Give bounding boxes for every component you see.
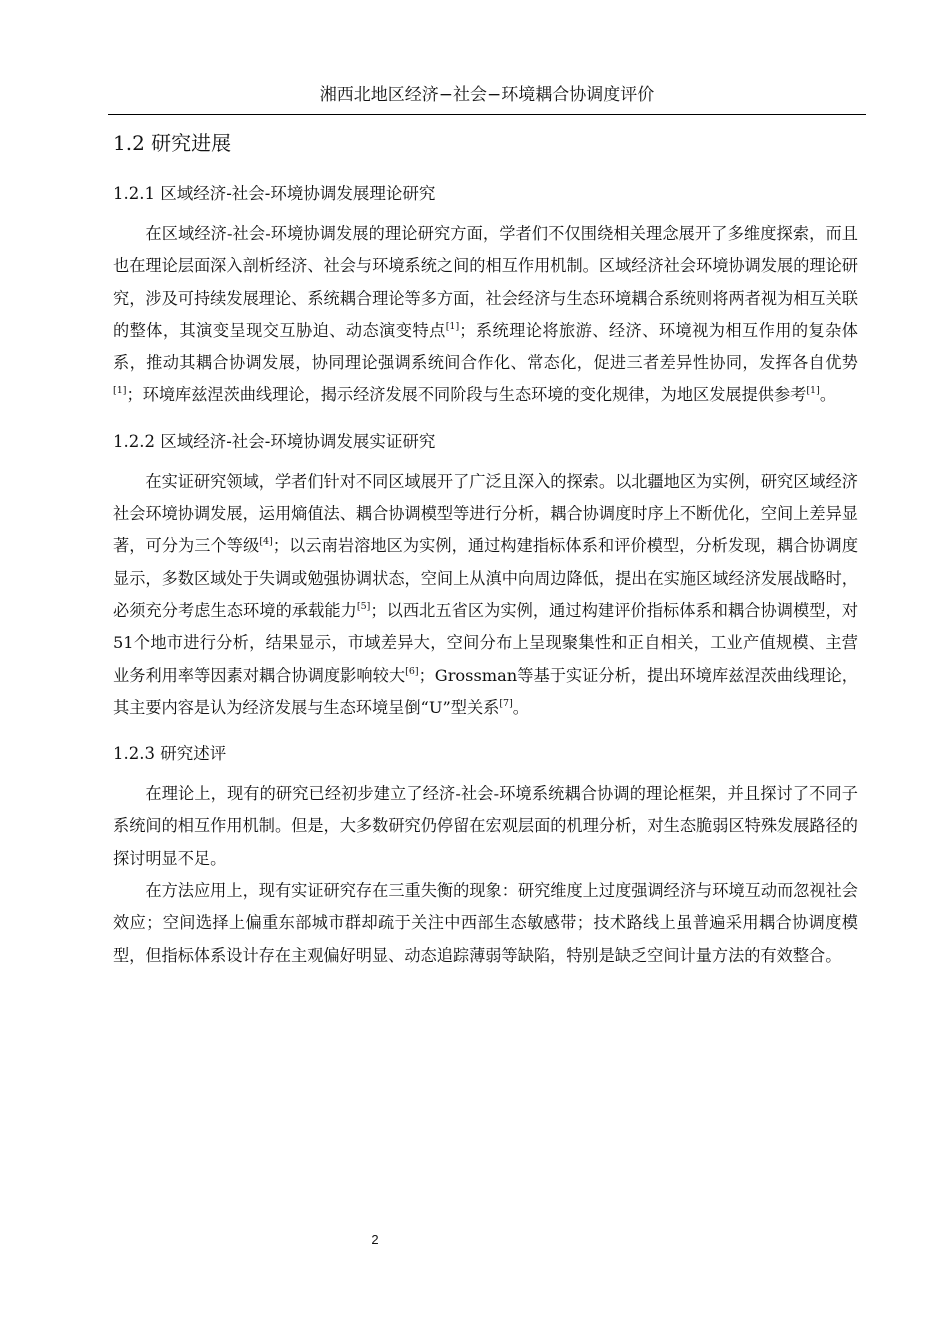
citation-marker[interactable]: [7] — [499, 698, 513, 710]
running-header: 湘西北地区经济−社会−环境耦合协调度评价 — [319, 85, 655, 105]
page-body — [113, 126, 858, 972]
paragraph-text: ；系统理论将旅游、经济、环境视为相互作用的复杂体系，推动其耦合协调发展，协同理论强调系统间合作化、常态化，促进三者差异性协同，发挥各自优势 — [113, 320, 858, 373]
paragraph-theory — [113, 218, 858, 412]
paragraph-text: ；环境库兹涅茨曲线理论，揭示经济发展不同阶段与生态环境的变化规律，为地区发展提供参考 — [126, 385, 807, 405]
header-divider — [108, 114, 866, 115]
citation-marker[interactable]: [1] — [806, 385, 820, 397]
paragraph-text: 在实证研究领域，学者们针对不同区域展开了广泛且深入的探索。以北疆地区为实例，研究区域经济社会环境协调发展，运用熵值法、耦合协调模型等进行分析，耦合协调度时序上不断优化，空间上差异显著，可分为三个等级 — [113, 471, 858, 556]
citation-marker[interactable]: [1] — [113, 385, 127, 397]
paragraph-text: ；以云南岩溶地区为实例，通过构建指标体系和评价模型，分析发现，耦合协调度显示，多数区域处于失调或勉强协调状态，空间上从滇中向周边降低，提出在实施区域经济发展战略时，必须充分考虑生态环境的承载能力 — [113, 536, 859, 620]
paragraph-review-method: 在方法应用上，现有实证研究存在三重失衡的现象：研究维度上过度强调经济与环境互动而忽视社会效应；空间选择上偏重东部城市群却疏于关注中西部生态敏感带；技术路线上虽普遍采用耦合协调度模型，但指标体系设计存在主观偏好明显、动态追踪薄弱等缺陷，特别是缺乏空间计量方法的有效整合。 — [113, 881, 858, 965]
paragraph-text: ；Grossman等基于实证分析，提出环境库兹涅茨曲线理论，其主要内容是认为经济发展与生态环境呈倒“U”型关系 — [113, 665, 858, 717]
paragraph-text: ；以西北五省区为实例，通过构建评价指标体系和耦合协调模型，对51个地市进行分析，结果显示，市域差异大，空间分布上呈现聚集性和正自相关，工业产值规模、主营业务利用率等因素对耦合协调度影响较大 — [113, 600, 859, 685]
citation-marker[interactable]: [5] — [356, 601, 371, 613]
citation-marker[interactable]: [1] — [445, 321, 460, 333]
paragraph-review-theory: 在理论上，现有的研究已经初步建立了经济-社会-环境系统耦合协调的理论框架，并且探讨了不同子系统间的相互作用机制。但是，大多数研究仍停留在宏观层面的机理分析，对生态脆弱区特殊发展路径的探讨明显不足。 — [113, 784, 858, 868]
paragraph-text: 在区域经济-社会-环境协调发展的理论研究方面，学者们不仅围绕相关理念展开了多维度探索，而且也在理论层面深入剖析经济、社会与环境系统之间的相互作用机制。区域经济社会环境协调发展的理论研究，涉及可持续发展理论、系统耦合理论等多方面，社会经济与生态环境耦合系统则将两者视为相互关联的整体，其演变呈现交互胁迫、动态演变特点 — [113, 224, 858, 340]
paragraph-empirical — [113, 466, 858, 724]
subsection-title-1-2-2: 1.2.2 区域经济-社会-环境协调发展实证研究 — [113, 431, 436, 451]
paragraph-text: 。 — [819, 385, 836, 405]
subsection-title-1-2-1: 1.2.1 区域经济-社会-环境协调发展理论研究 — [113, 184, 436, 203]
citation-marker[interactable]: [4] — [259, 536, 273, 548]
section-title: 1.2 研究进展 — [113, 131, 232, 155]
paragraph-text: 。 — [512, 697, 529, 717]
subsection-title-1-2-3: 1.2.3 研究述评 — [113, 744, 227, 764]
page-number: 2 — [371, 1232, 379, 1247]
citation-marker[interactable]: [6] — [405, 665, 419, 677]
